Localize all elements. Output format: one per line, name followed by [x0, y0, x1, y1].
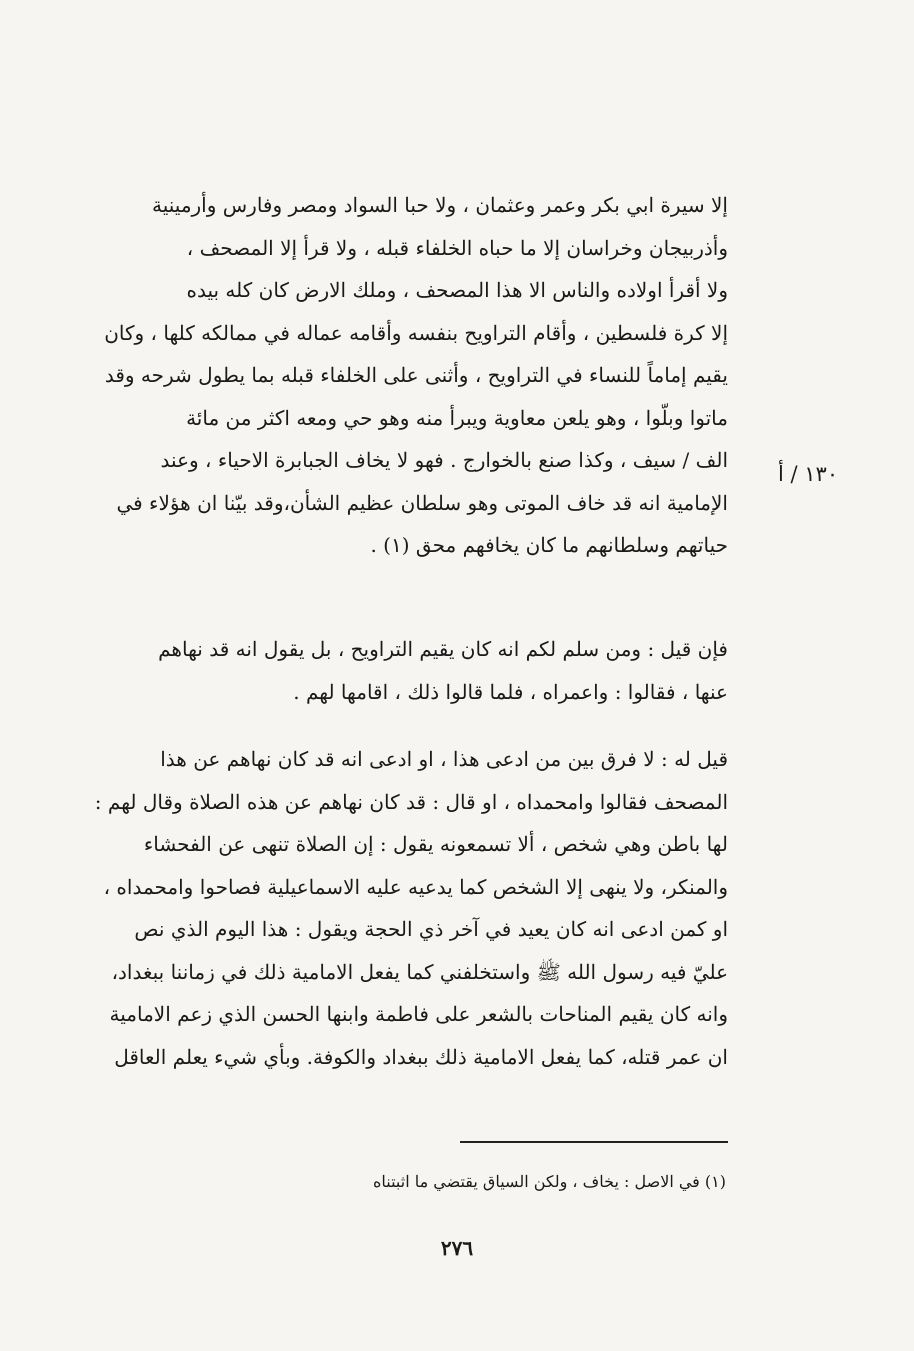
- text-line: يقيم إماماً للنساء في التراويح ، وأثنى على الخلفاء قبله بما يطول شرحه وقد: [104, 363, 728, 387]
- page-number: ٢٧٦: [440, 1236, 474, 1260]
- footnote: (١) في الاصل : يخاف ، ولكن السياق يقتضي ما اثبتناه: [373, 1172, 726, 1191]
- text-line: الف / سيف ، وكذا صنع بالخوارج . فهو لا يخاف الجبابرة الاحياء ، وعند: [160, 448, 728, 472]
- paragraph-3: [52, 738, 728, 1078]
- text-line: إلا كرة فلسطين ، وأقام التراويح بنفسه وأقامه عماله في ممالكه كلها ، وكان: [104, 320, 728, 345]
- text-line: لها باطن وهي شخص ، ألا تسمعونه يقول : إن الصلاة تنهى عن الفحشاء: [143, 832, 728, 856]
- text-line: وانه كان يقيم المناحات بالشعر على فاطمة وابنها الحسن الذي زعم الامامية: [109, 1002, 728, 1026]
- text-line: إلا سيرة ابي بكر وعمر وعثمان ، ولا حبا السواد ومصر وفارس وأرمينية: [151, 193, 728, 217]
- text-line: او كمن ادعى انه كان يعيد في آخر ذي الحجة ويقول : هذا اليوم الذي نص: [134, 917, 728, 941]
- text-line: وأذربيجان وخراسان إلا ما حباه الخلفاء قبله ، ولا قرأ إلا المصحف ،: [186, 235, 728, 260]
- text-line: ولا أقرأ اولاده والناس الا هذا المصحف ، وملك الارض كان كله بيده: [186, 278, 728, 302]
- manuscript-folio-marker: ١٣٠ / أ: [778, 462, 839, 486]
- text-line: المصحف فقالوا وامحمداه ، او قال : قد كان نهاهم عن هذه الصلاة وقال لهم :: [94, 789, 728, 814]
- text-line: عنها ، فقالوا : واعمراه ، فلما قالوا ذلك ، اقامها لهم .: [293, 679, 728, 704]
- text-line: ان عمر قتله، كما يفعل الامامية ذلك ببغداد والكوفة. وبأي شيء يعلم العاقل: [114, 1044, 728, 1069]
- text-line: ماتوا وبلّوا ، وهو يلعن معاوية ويبرأ منه وهو حي ومعه اكثر من مائة: [186, 405, 728, 430]
- text-line: حياتهم وسلطانهم ما كان يخافهم محق (١) .: [370, 533, 728, 557]
- text-line: والمنكر، ولا ينهى إلا الشخص كما يدعيه عليه الاسماعيلية فصاحوا وامحمداه ،: [103, 874, 728, 899]
- footnote-divider: [460, 1141, 728, 1143]
- text-line: قيل له : لا فرق بين من ادعى هذا ، او ادعى انه قد كان نهاهم عن هذا: [160, 747, 728, 771]
- text-line: عليّ فيه رسول الله ﷺ واستخلفني كما يفعل الامامية ذلك في زماننا ببغداد،: [111, 959, 728, 984]
- paragraph-2: [52, 628, 728, 713]
- text-line: الإمامية انه قد خاف الموتى وهو سلطان عظيم الشأن،وقد بيّنا ان هؤلاء في: [116, 490, 728, 515]
- paragraph-1: [52, 184, 728, 567]
- text-line: فإن قيل : ومن سلم لكم انه كان يقيم التراويح ، بل يقول انه قد نهاهم: [158, 637, 728, 661]
